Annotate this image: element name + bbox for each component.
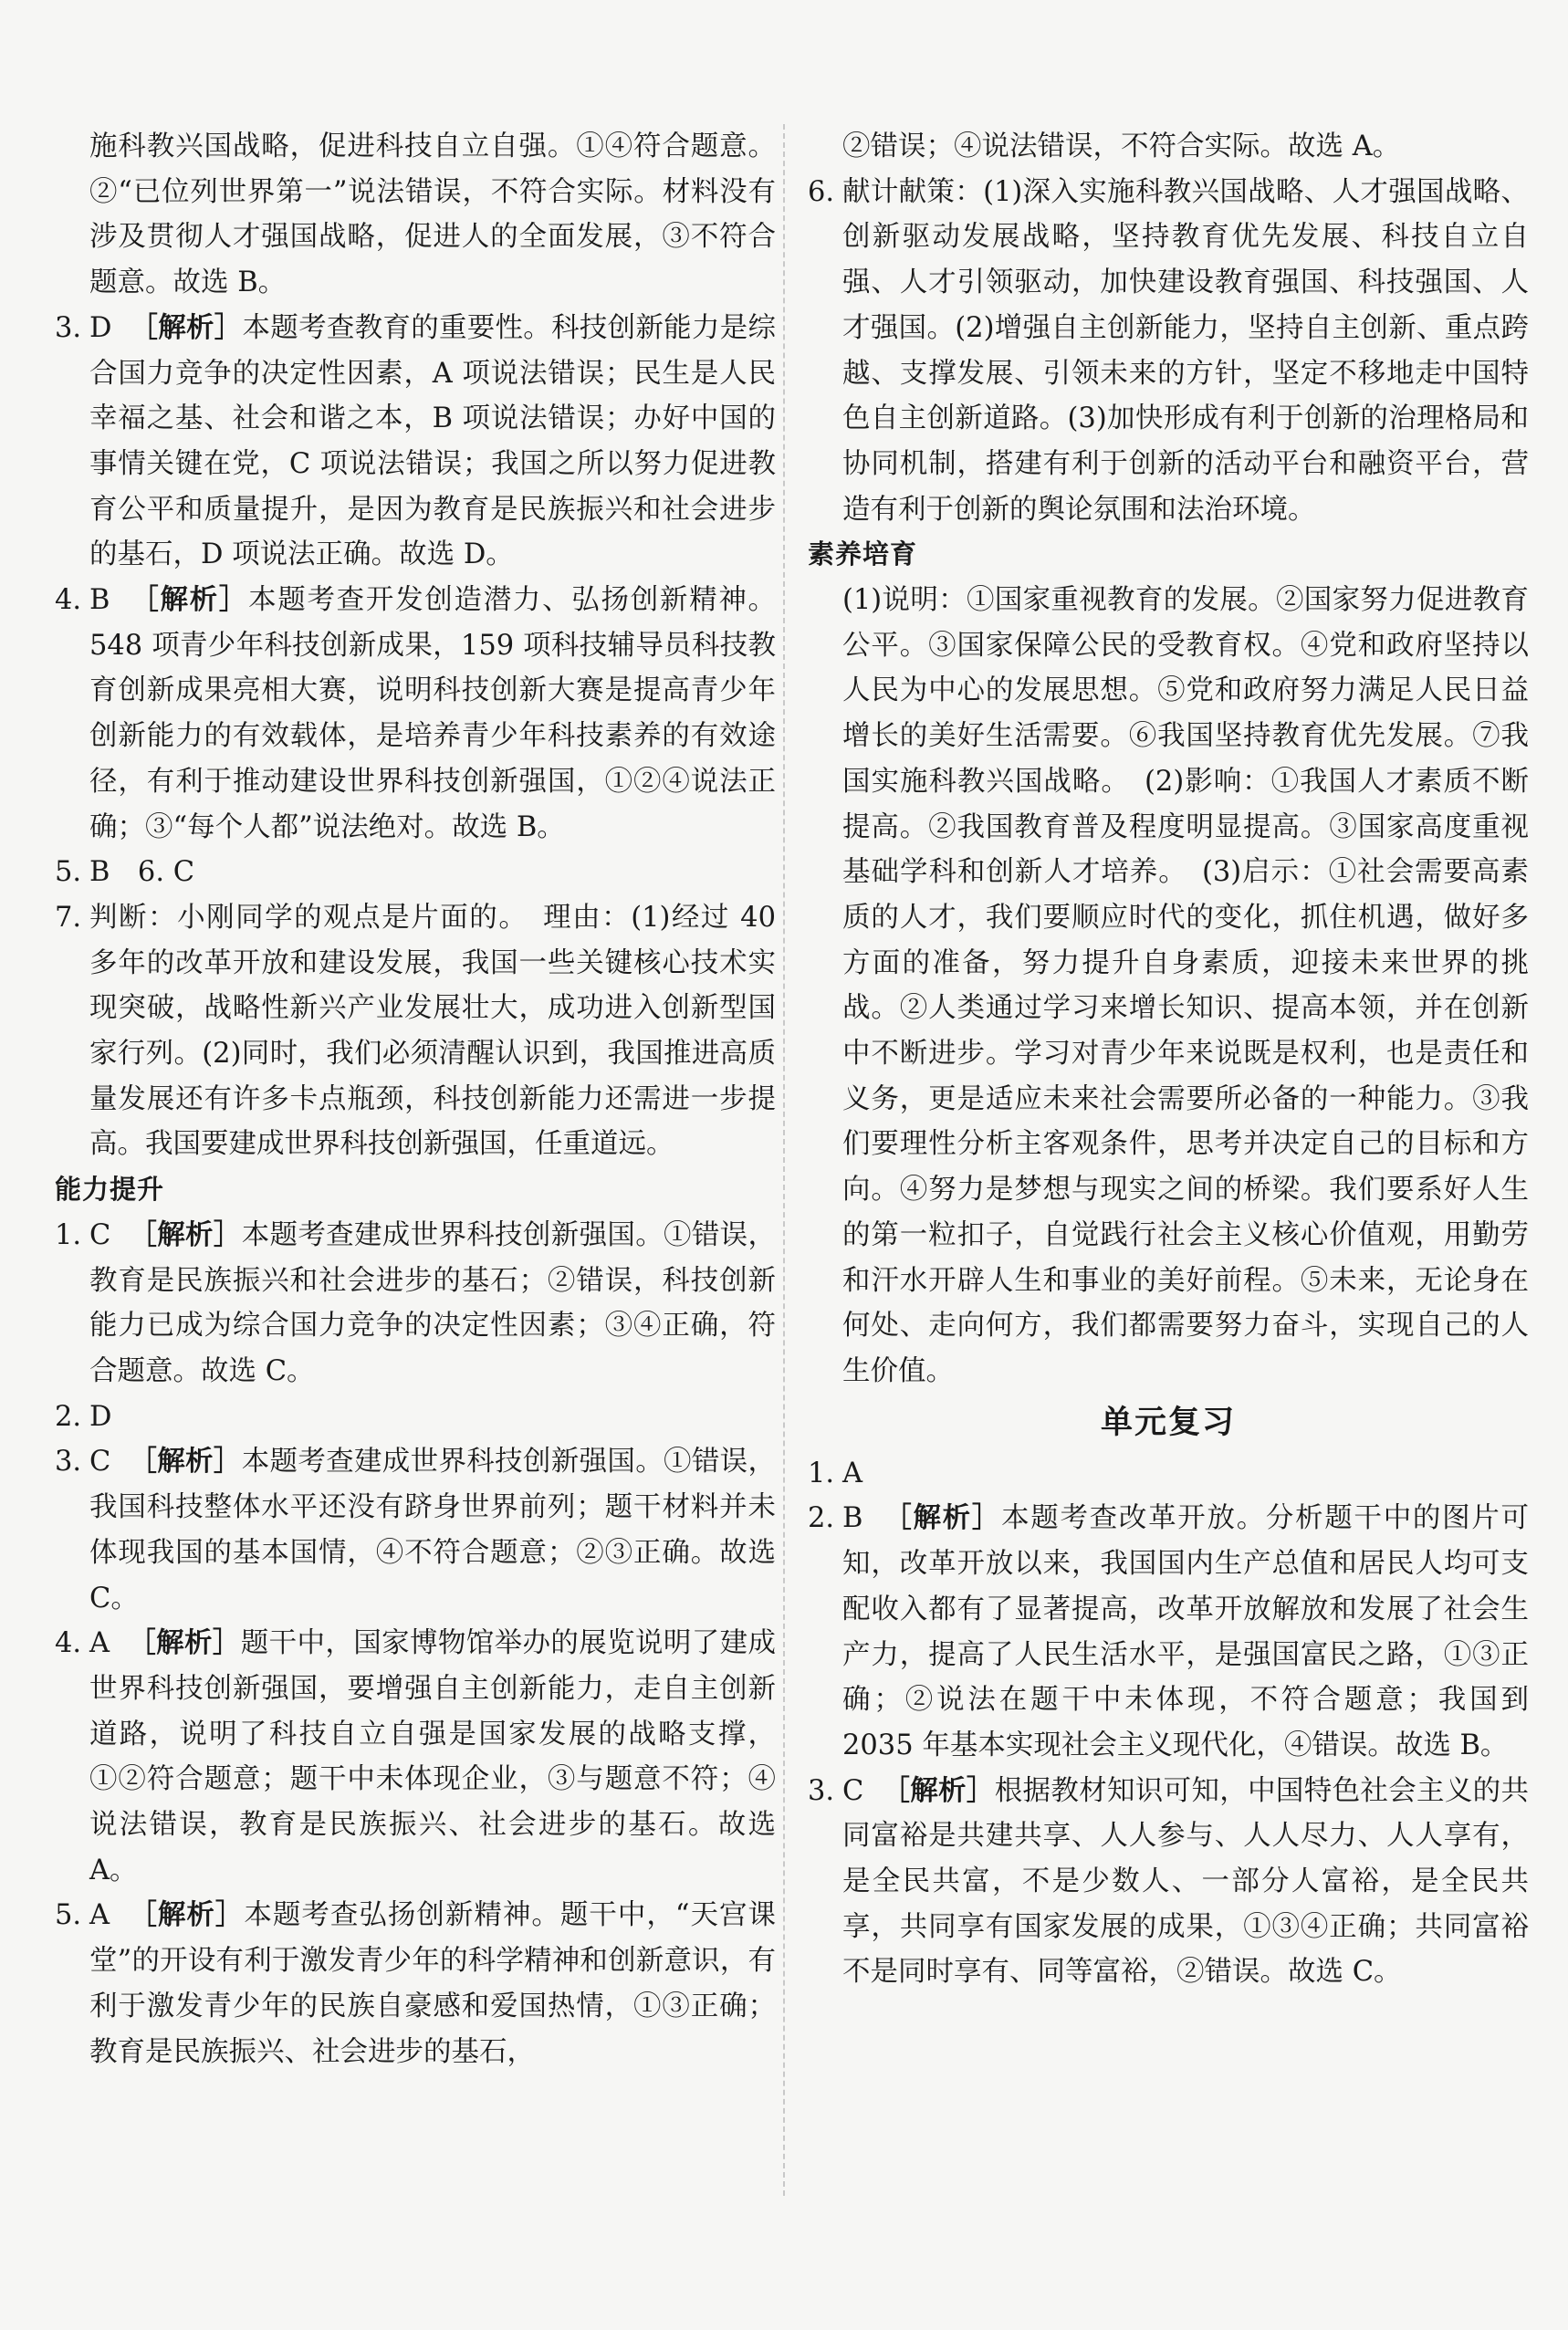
answer-item: 5. B 6. C <box>55 856 195 889</box>
continuation-text: ②错误；④说法错误，不符合实际。故选 A。 <box>842 131 1401 162</box>
section-heading-literacy: 素养培育 <box>808 538 918 570</box>
answer-item: 2. D <box>55 1400 112 1433</box>
answer-item: 5. A ［解析］本题考查弘扬创新精神。题干中，“天宫课堂”的开设有利于激发青少年的科学精神和创新意识，有利于激发青少年的民族自豪感和爱国热情，①③正确；教育是民族振兴、社会进步的基石， <box>55 1899 777 2068</box>
unit-review-title: 单元复习 <box>1100 1404 1236 1441</box>
answer-item: 2. B ［解析］本题考查改革开放。分析题干中的图片可知，改革开放以来，我国国内生产总值和居民人均可支配收入都有了显著提高，改革开放解放和发展了社会生产力，提高了人民生活水平，是强国富民之路，①③正确；②说法在题干中未体现，不符合题意；我国到 2035 年基本实现社会主义现代化，④错误。故选 B。 <box>808 1502 1530 1761</box>
column-divider <box>783 124 785 2196</box>
right-column <box>808 124 1529 1995</box>
section-heading-ability: 能力提升 <box>55 1174 165 1206</box>
literacy-answer: (1)说明：①国家重视教育的发展。②国家努力促进教育公平。③国家保障公民的受教育权。④党和政府坚持以人民为中心的发展思想。⑤党和政府努力满足人民日益增长的美好生活需要。⑥我国坚持教育优先发展。⑦我国实施科教兴国战略。 (2)影响：①我国人才素质不断提高。②我国教育普及程度明显提高。③国家高度重视基础学科和创新人才培养。 (3)启示：①社会需要高素质的人才，我们要顺应时代的变化，抓住机遇，做好多方面的准备，努力提升自身素质，迎接未来世界的挑战。②人类通过学习来增长知识、提高本领，并在创新中不断进步。学习对青少年来说既是权利，也是责任和义务，更是适应未来社会需要所必备的一种能力。③我们要理性分析主客观条件，思考并决定自己的目标和方向。④努力是梦想与现实之间的桥梁。我们要系好人生的第一粒扣子，自觉践行社会主义核心价值观，用勤劳和汗水开辟人生和事业的美好前程。⑤未来，无论身在何处、走向何方，我们都需要努力奋斗，实现自己的人生价值。 <box>842 584 1529 1387</box>
answer-item: 4. A ［解析］题干中，国家博物馆举办的展览说明了建成世界科技创新强国，要增强自主创新能力，走自主创新道路，说明了科技自立自强是国家发展的战略支撑，①②符合题意；题干中未体现企业，③与题意不符；④说法错误，教育是民族振兴、社会进步的基石。故选 A。 <box>55 1627 777 1886</box>
answer-item: 1. C ［解析］本题考查建成世界科技创新强国。①错误，教育是民族振兴和社会进步的基石；②错误，科技创新能力已成为综合国力竞争的决定性因素；③④正确，符合题意。故选 C。 <box>55 1218 777 1387</box>
answer-item: 6. 献计献策：(1)深入实施科教兴国战略、人才强国战略、创新驱动发展战略，坚持教育优先发展、科技自立自强、人才引领驱动，加快建设教育强国、科技强国、人才强国。(2)增强自主创新能力，坚持自主创新、重点跨越、支撑发展、引领未来的方针，坚定不移地走中国特色自主创新道路。(3)加快形成有利于创新的治理格局和协同机制，搭建有利于创新的活动平台和融资平台，营造有利于创新的舆论氛围和法治环境。 <box>808 175 1529 526</box>
answer-item: 3. D ［解析］本题考查教育的重要性。科技创新能力是综合国力竞争的决定性因素，A 项说法错误；民生是人民幸福之基、社会和谐之本，B 项说法错误；办好中国的事情关键在党，C 项说法错误；我国之所以努力促进教育公平和质量提升，是因为教育是民族振兴和社会进步的基石，D 项说法正确。故选 D。 <box>55 311 777 571</box>
left-column <box>55 124 776 2074</box>
answer-item: 4. B ［解析］本题考查开发创造潜力、弘扬创新精神。548 项青少年科技创新成果，159 项科技辅导员科技教育创新成果亮相大赛，说明科技创新大赛是提高青少年创新能力的有效载体，是培养青少年科技素养的有效途径，有利于推动建设世界科技创新强国，①②④说法正确；③“每个人都”说法绝对。故选 B。 <box>55 584 777 843</box>
answer-item: 3. C ［解析］本题考查建成世界科技创新强国。①错误，我国科技整体水平还没有跻身世界前列；题干材料并未体现我国的基本国情，④不符合题意；②③正确。故选 C。 <box>55 1446 777 1614</box>
answer-item: 3. C ［解析］根据教材知识可知，中国特色社会主义的共同富裕是共建共享、人人参与、人人尽力、人人享有，是全民共富，不是少数人、一部分人富裕，是全民共享，共同享有国家发展的成果，①③④正确；共同富裕不是同时享有、同等富裕，②错误。故选 C。 <box>808 1774 1530 1989</box>
continuation-text: 施科教兴国战略，促进科技自立自强。①④符合题意。②“已位列世界第一”说法错误，不符合实际。材料没有涉及贯彻人才强国战略，促进人的全面发展，③不符合题意。故选 B。 <box>89 131 776 299</box>
answer-item: 7. 判断：小刚同学的观点是片面的。 理由：(1)经过 40 多年的改革开放和建设发展，我国一些关键核心技术实现突破，战略性新兴产业发展壮大，成功进入创新型国家行列。(2)同时，我们必须清醒认识到，我国推进高质量发展还有许多卡点瓶颈，科技创新能力还需进一步提高。我国要建成世界科技创新强国，任重道远。 <box>55 901 776 1161</box>
answer-item: 1. A <box>808 1457 863 1489</box>
